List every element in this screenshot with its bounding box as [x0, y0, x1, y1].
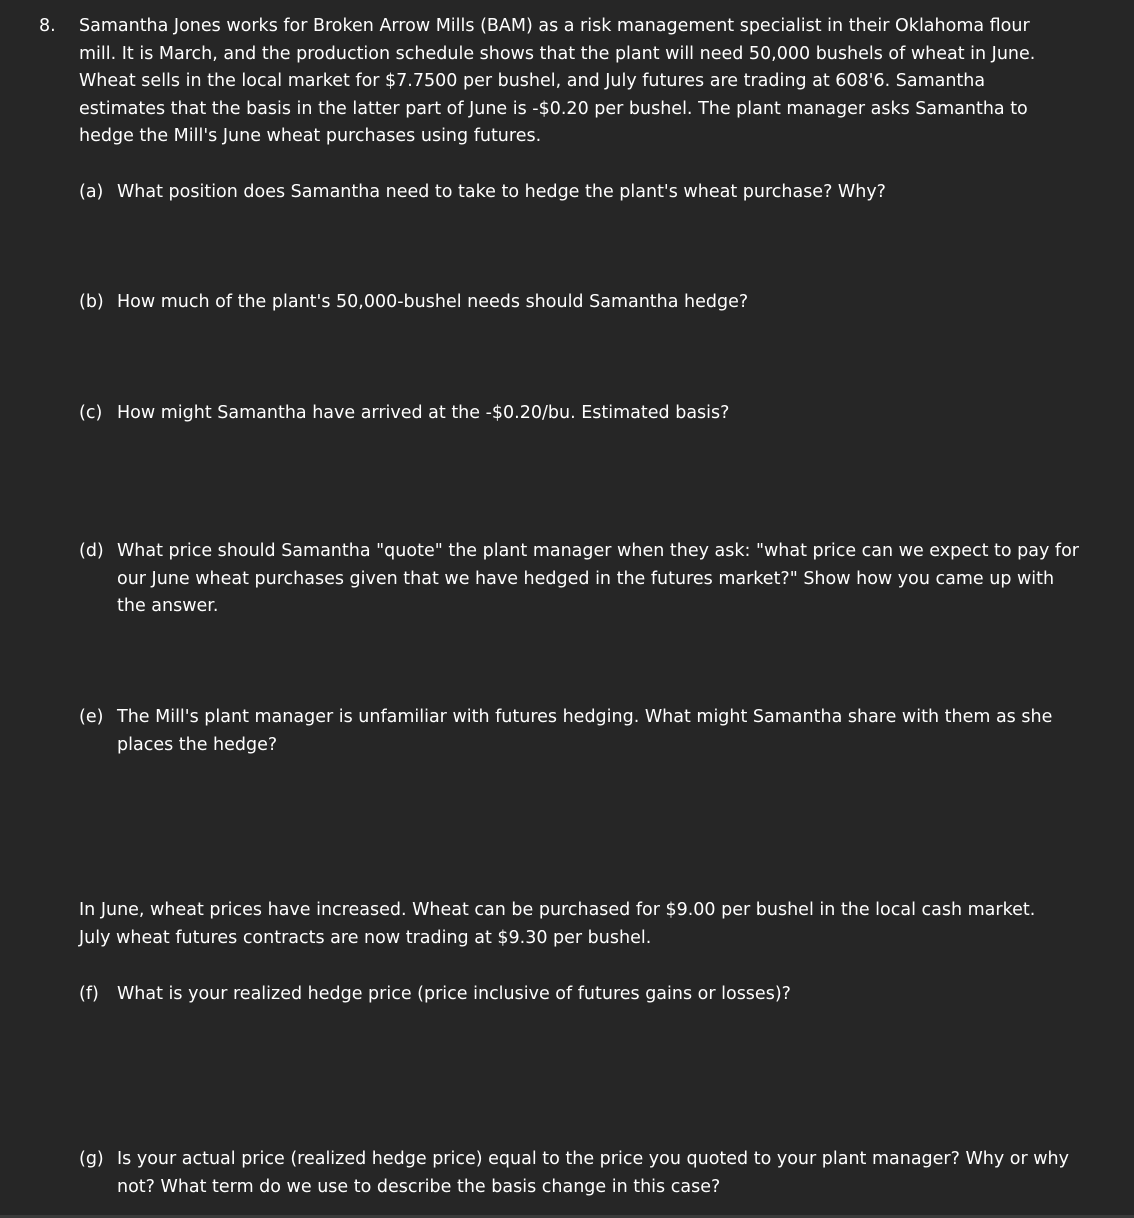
- part-d-letter: (d): [79, 541, 104, 561]
- part-e-text: The Mill's plant manager is unfamiliar with futures hedging. What might Samantha share with them as she places the hedge?: [117, 707, 1053, 755]
- part-d-text: What price should Samantha "quote" the plant manager when they ask: "what price can we expect to pay for our June wheat purchases given that we have hedged in the futures market?" Show how you came up with the answer.: [117, 541, 1079, 617]
- part-a-text: What position does Samantha need to take to hedge the plant's wheat purchase? Why?: [117, 182, 886, 202]
- part-c-letter: (c): [79, 403, 103, 423]
- part-f: [79, 981, 1079, 1009]
- part-e-letter: (e): [79, 707, 104, 727]
- part-g-text: Is your actual price (realized hedge price) equal to the price you quoted to your plant manager? Why or why not? What term do we use to describe the basis change in this case?: [117, 1149, 1070, 1197]
- part-a-letter: (a): [79, 182, 104, 202]
- question-intro: Samantha Jones works for Broken Arrow Mills (BAM) as a risk management specialist in their Oklahoma flour mill. It is March, and the production schedule shows that the plant will need 50,000 bushels of wheat in June. Wheat sells in the local market for $7.7500 per bushel, and July futures are trading at 608'6. Samantha estimates that the basis in the latter part of June is -$0.20 per bushel. The plant manager asks Samantha to hedge the Mill's June wheat purchases using futures.: [79, 16, 1036, 147]
- part-f-letter: (f): [79, 984, 99, 1004]
- part-b-text: How much of the plant's 50,000-bushel needs should Samantha hedge?: [117, 292, 749, 312]
- part-d: [79, 538, 1079, 621]
- part-c: [79, 400, 1079, 428]
- june-update-paragraph: In June, wheat prices have increased. Wheat can be purchased for $9.00 per bushel in the local cash market. July wheat futures contracts are now trading at $9.30 per bushel.: [79, 900, 1036, 948]
- part-b-letter: (b): [79, 292, 104, 312]
- part-b: [79, 289, 1079, 317]
- part-a: [79, 179, 1079, 207]
- part-g-letter: (g): [79, 1149, 104, 1169]
- part-f-text: What is your realized hedge price (price inclusive of futures gains or losses)?: [117, 984, 791, 1004]
- part-e: [79, 704, 1079, 759]
- question-number: 8.: [39, 16, 56, 36]
- part-g: [79, 1146, 1079, 1201]
- part-c-text: How might Samantha have arrived at the -$0.20/bu. Estimated basis?: [117, 403, 730, 423]
